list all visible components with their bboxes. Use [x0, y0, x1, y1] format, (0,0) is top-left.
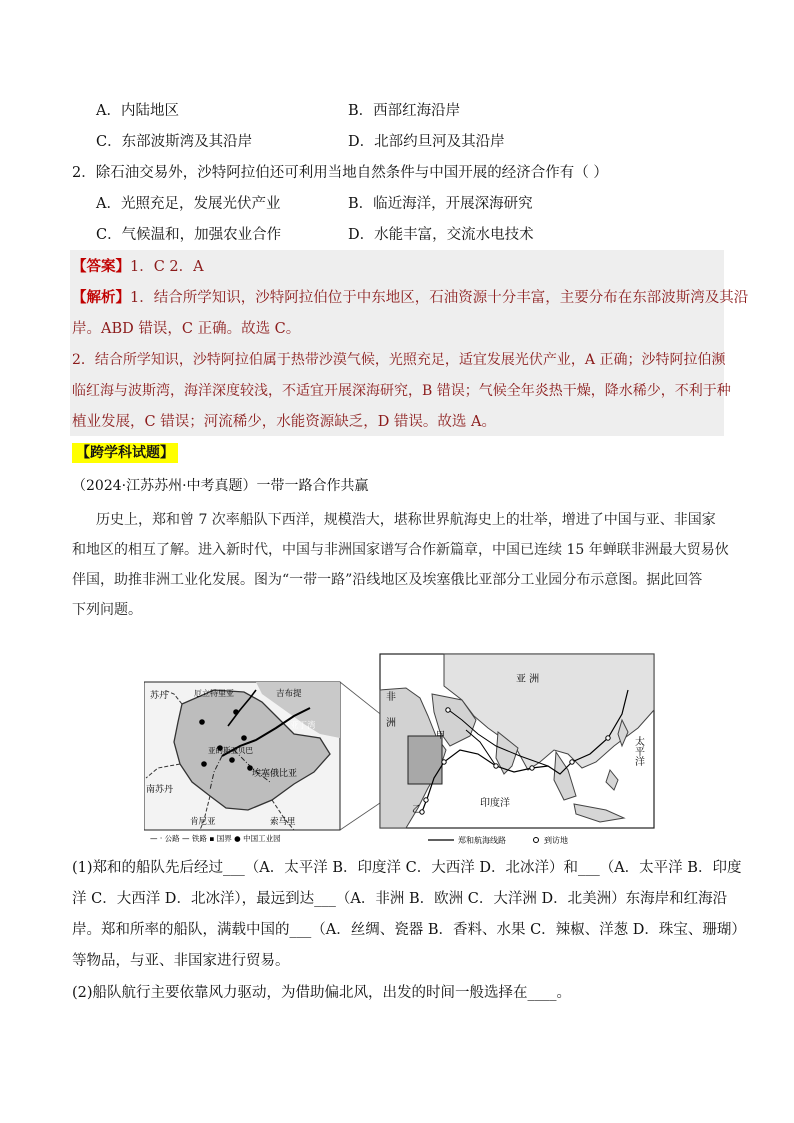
passage-line-3: 伴国，助推非洲工业化发展。图为“一带一路”沿线地区及埃塞俄比亚部分工业园分布示意图。据此回答: [72, 572, 703, 588]
q1-option-d: D．北部约旦河及其沿岸: [348, 134, 505, 150]
label-asia: 亚 洲: [516, 674, 540, 685]
q-part1-line3: 岸。郑和所率的船队，满载中国的___（A．丝绸、瓷器 B．香料、水果 C．辣椒、洋葱 D．珠宝、珊瑚）: [72, 922, 746, 938]
analysis-line-4: 临红海与波斯湾，海洋深度较浅，不适宜开展深海研究，B 错误；气候全年炎热干燥，降水稀少，不利于种: [72, 383, 731, 399]
label-africa-2: 洲: [386, 718, 396, 729]
label-eritrea: 厄立特里亚: [194, 689, 234, 698]
label-pacific: 太平洋: [632, 736, 644, 766]
q1-option-b: B．西部红海沿岸: [348, 103, 461, 119]
analysis-line-1: [72, 288, 748, 308]
label-africa-1: 非: [386, 692, 396, 703]
q2-option-b: B．临近海洋，开展深海研究: [348, 196, 533, 212]
answer-panel: [70, 250, 724, 436]
q-part1-line1: (1)郑和的船队先后经过___（A．太平洋 B．印度洋 C．大西洋 D．北冰洋）和___（A．太平洋 B．印度: [72, 860, 742, 876]
legend-route-label: 郑和航海线路: [458, 836, 506, 845]
label-sudan: 苏丹: [150, 691, 169, 701]
q-part2-line1: (2)船队航行主要依靠风力驱动，为借助偏北风，出发的时间一般选择在____。: [72, 985, 572, 1001]
q2-stem: 2．除石油交易外，沙特阿拉伯还可利用当地自然条件与中国开展的经济合作有（ ）: [72, 165, 608, 181]
answer-label: 【答案】: [72, 258, 130, 275]
q-part1-line2: 洋 C．大西洋 D．北冰洋），最远到达___（A．非洲 B．欧洲 C．大洋洲 D．北美洲）东海岸和红海沿: [72, 891, 728, 907]
q2-option-d: D．水能丰富，交流水电技术: [348, 227, 534, 243]
label-gulf-aden: 亚丁湾: [290, 721, 316, 731]
label-somalia: 索马里: [270, 817, 296, 827]
label-ethiopia: 埃塞俄比亚: [252, 769, 298, 779]
analysis-line-5: 植业发展，C 错误；河流稀少，水能资源缺乏，D 错误。故选 A。: [72, 414, 497, 430]
label-addis: 亚的斯亚贝巴: [208, 746, 253, 755]
q1-option-c: C．东部波斯湾及其沿岸: [96, 134, 253, 150]
answer-line: [72, 257, 204, 277]
label-kenya: 肯尼亚: [190, 817, 216, 827]
label-indian-ocean: 印度洋: [480, 798, 510, 809]
label-jia: 甲: [436, 731, 446, 741]
analysis-line-2: 岸。ABD 错误，C 正确。故选 C。: [72, 321, 301, 337]
answer-text: 1．C 2．A: [130, 259, 204, 275]
legend-left: — · 公路 — 铁路 ▪ 国界 ● 中国工业园: [150, 834, 281, 843]
map-figure: [144, 650, 656, 846]
source-line: （2024·江苏苏州·中考真题）一带一路合作共赢: [72, 478, 369, 494]
q2-option-a: A．光照充足，发展光伏产业: [96, 196, 281, 212]
label-south-sudan: 南苏丹: [146, 785, 174, 795]
analysis-label: 【解析】: [72, 289, 130, 306]
q2-option-c: C．气候温和，加强农业合作: [96, 227, 282, 243]
section-tag: 【跨学科试题】: [72, 443, 178, 463]
passage-line-2: 和地区的相互了解。进入新时代，中国与非洲国家谱写合作新篇章，中国已连续 15 年蝉联非洲最大贸易伙: [72, 542, 729, 558]
passage-line-1: 历史上，郑和曾 7 次率船队下西洋，规模浩大，堪称世界航海史上的壮举，增进了中国与亚、非国家: [96, 512, 716, 528]
legend-port-icon: [534, 838, 539, 843]
legend-port-label: 到访地: [544, 836, 568, 845]
q1-option-a: A．内陆地区: [96, 103, 179, 119]
analysis-text-1: 1．结合所学知识，沙特阿拉伯位于中东地区，石油资源十分丰富，主要分布在东部波斯湾及其沿: [130, 290, 749, 306]
label-djibouti: 吉布提: [276, 689, 302, 699]
analysis-line-3: 2．结合所学知识，沙特阿拉伯属于热带沙漠气候，光照充足，适宜发展光伏产业，A 正确；沙特阿拉伯濒: [72, 352, 726, 368]
q-part1-line4: 等物品，与亚、非国家进行贸易。: [72, 953, 290, 969]
ethiopia-map: [144, 682, 408, 830]
label-yi: 乙: [412, 805, 422, 815]
passage-line-4: 下列问题。: [72, 602, 142, 618]
